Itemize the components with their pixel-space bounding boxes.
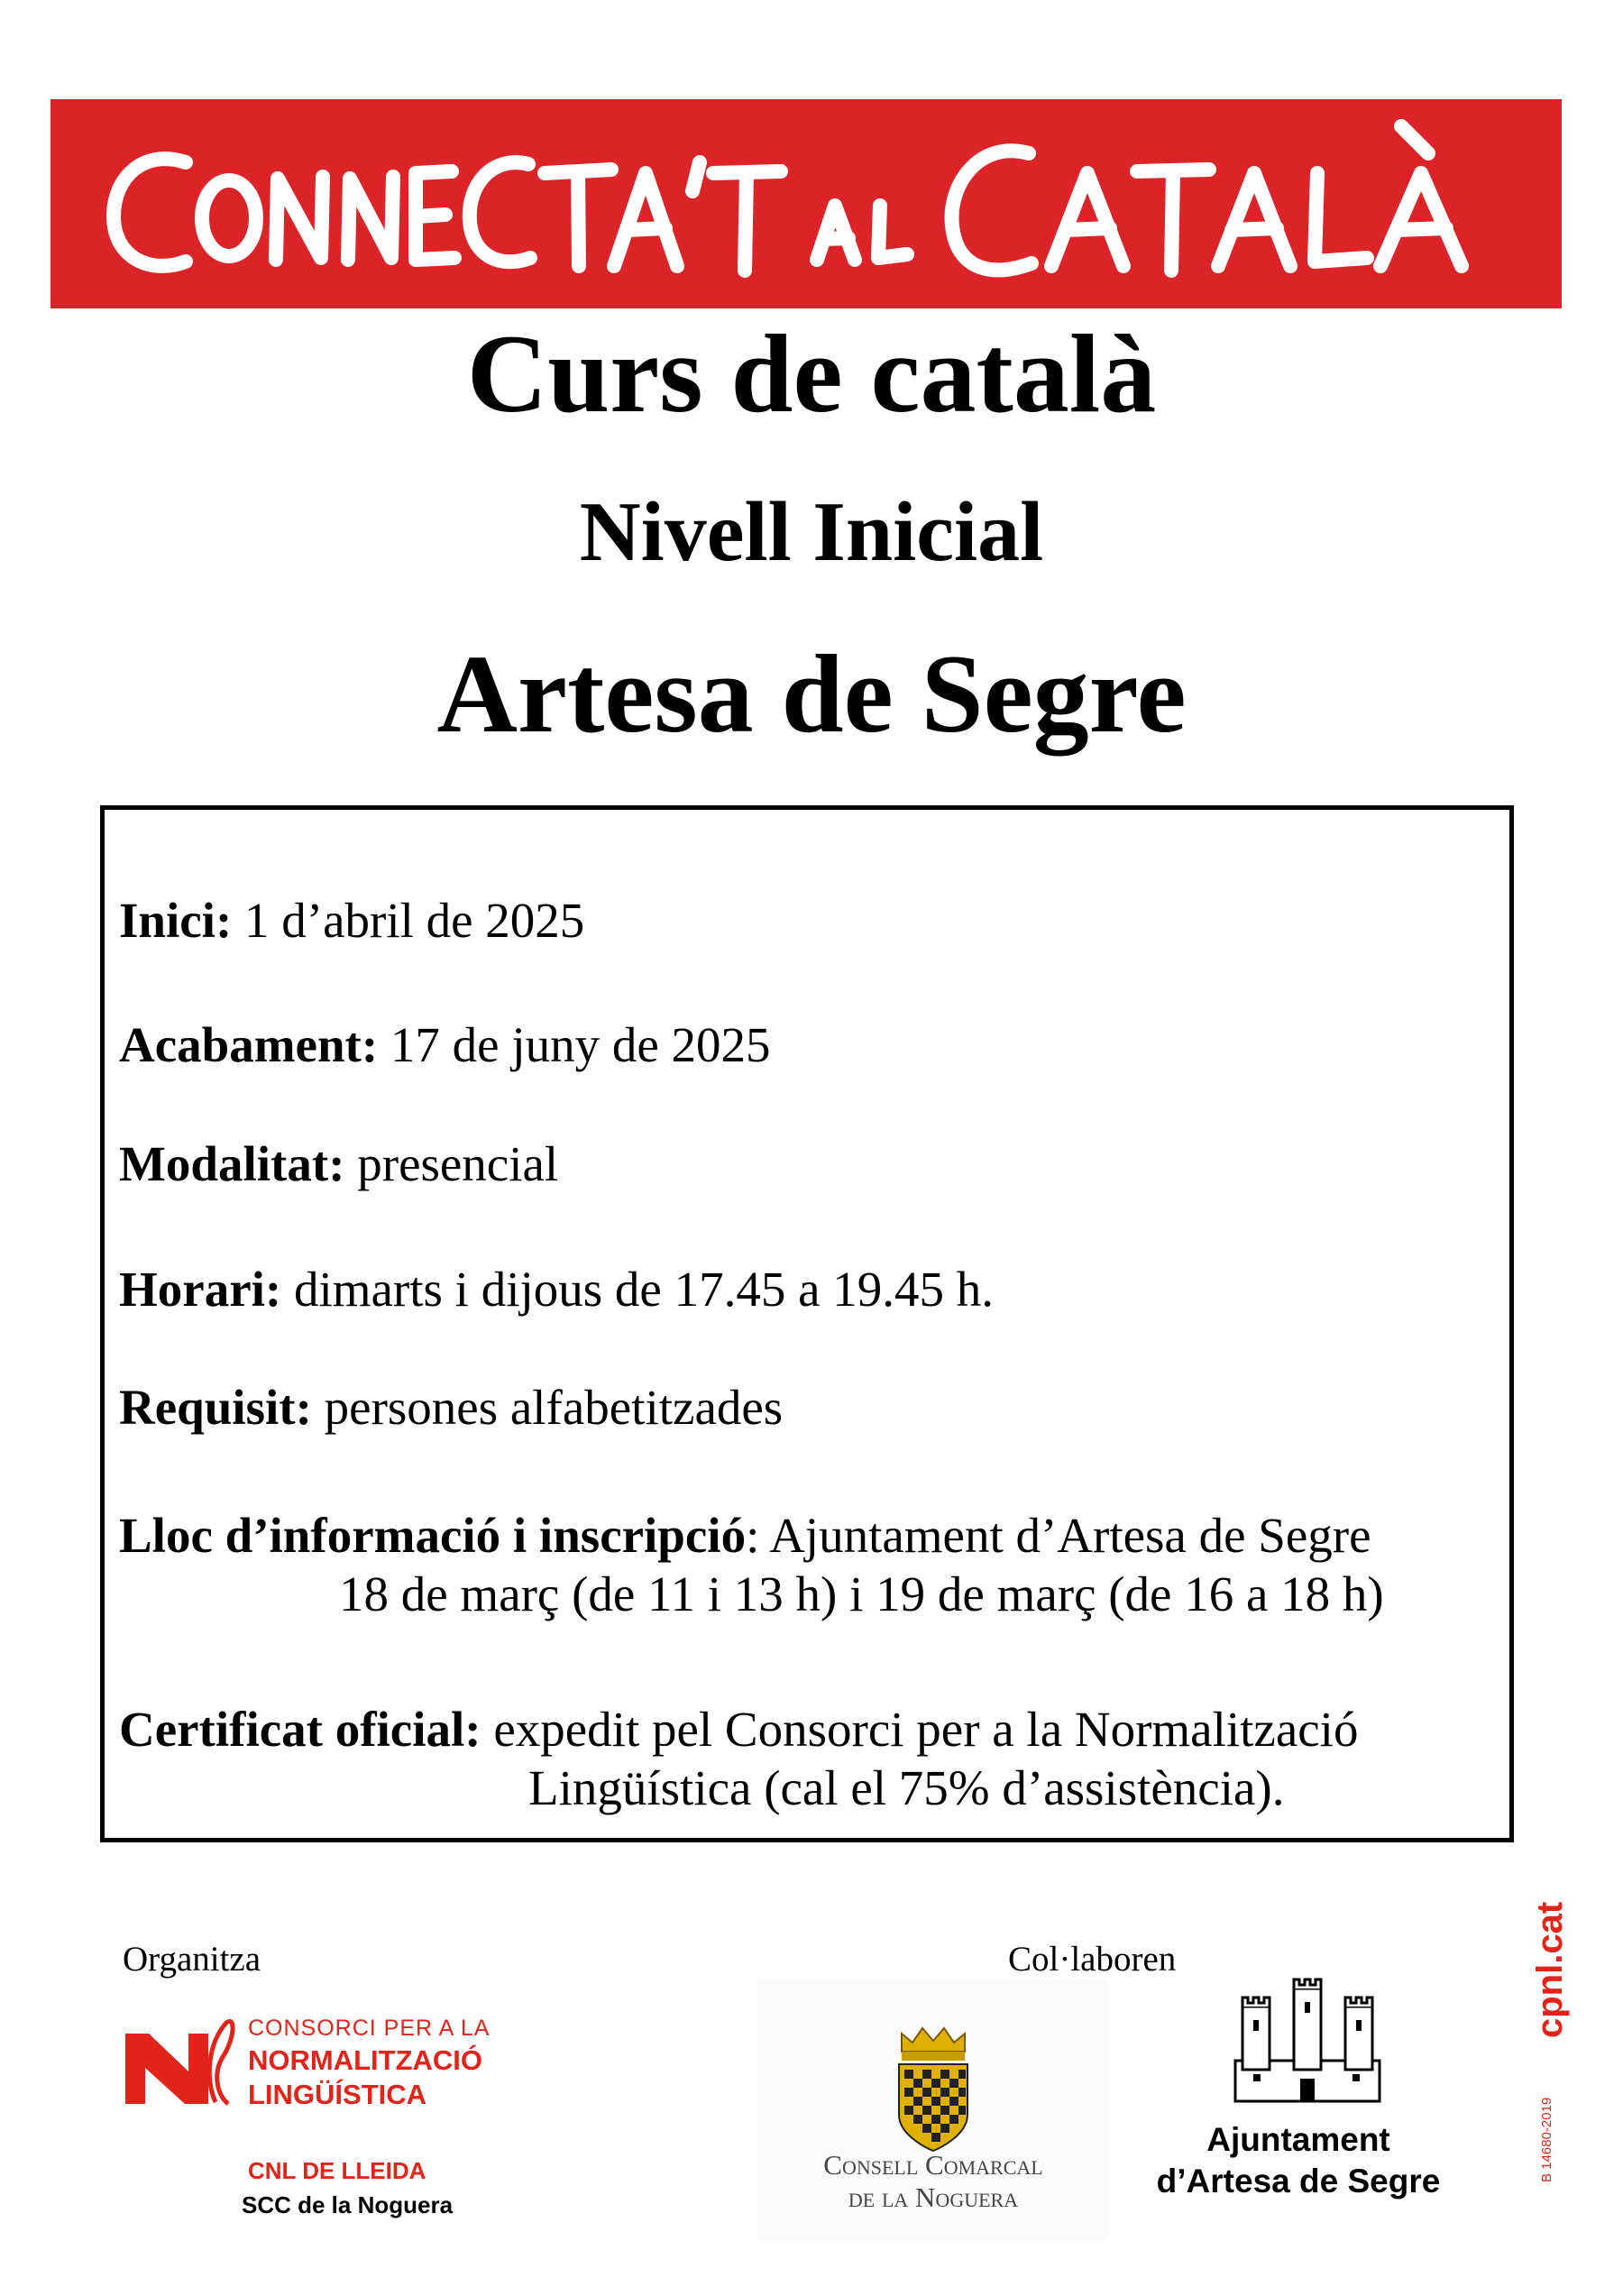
acabament-value: 17 de juny de 2025 bbox=[390, 1017, 771, 1072]
certificat-row bbox=[119, 1698, 1358, 1761]
organitza-label: Organitza bbox=[123, 1940, 261, 1979]
lloc-dates: 18 de març (de 11 i 13 h) i 19 de març (de 16 a 18 h) bbox=[339, 1566, 1384, 1621]
cpnl-line3: LINGÜÍSTICA bbox=[248, 2079, 427, 2110]
modalitat-value: presencial bbox=[357, 1136, 559, 1191]
certificat-value-cont: Lingüística (cal el 75% d’assistència). bbox=[528, 1760, 1285, 1815]
scc-noguera: SCC de la Noguera bbox=[242, 2191, 454, 2218]
cpnl-side-mark bbox=[1528, 1885, 1573, 2182]
certificat-label: Certificat oficial: bbox=[119, 1702, 481, 1757]
requisit-value: persones alfabetitzades bbox=[324, 1380, 784, 1435]
lloc-label: Lloc d’informació i inscripció bbox=[119, 1508, 747, 1563]
inici-value: 1 d’abril de 2025 bbox=[244, 893, 585, 948]
lloc-value: : Ajuntament d’Artesa de Segre bbox=[746, 1508, 1371, 1563]
ajuntament-line1: Ajuntament bbox=[1206, 2121, 1390, 2158]
modalitat-row bbox=[119, 1133, 558, 1196]
course-location: Artesa de Segre bbox=[436, 632, 1187, 756]
connectat-al-catala-logo bbox=[50, 99, 1562, 308]
course-title: Curs de català bbox=[466, 312, 1157, 436]
collaboren-label: Col·laboren bbox=[1008, 1940, 1177, 1979]
coat-of-arms-icon bbox=[888, 2016, 978, 2160]
lloc-row bbox=[119, 1504, 1371, 1567]
inici-label: Inici: bbox=[119, 893, 233, 948]
castle-icon bbox=[1217, 1975, 1398, 2110]
certificat-value: expedit pel Consorci per a la Normalització bbox=[493, 1702, 1359, 1757]
requisit-row bbox=[119, 1376, 783, 1439]
requisit-label: Requisit: bbox=[119, 1380, 312, 1435]
inici-row bbox=[119, 889, 584, 952]
modalitat-label: Modalitat: bbox=[119, 1136, 345, 1191]
connectat-banner bbox=[50, 99, 1562, 308]
cpnl-site: cpnl.cat bbox=[1530, 1901, 1570, 2038]
cpnl-mark-icon bbox=[122, 2016, 239, 2115]
cpnl-line1: CONSORCI PER A LA bbox=[248, 2016, 491, 2041]
cpnl-logo bbox=[122, 2016, 491, 2115]
consell-comarcal-logo bbox=[757, 1979, 1109, 2241]
acabament-label: Acabament: bbox=[119, 1017, 379, 1072]
horari-label: Horari: bbox=[119, 1262, 282, 1317]
horari-value: dimarts i dijous de 17.45 a 19.45 h. bbox=[293, 1262, 994, 1317]
consell-line1: Consell Comarcal bbox=[823, 2149, 1043, 2181]
course-info-box bbox=[100, 805, 1514, 1842]
ajuntament-logo bbox=[1118, 1975, 1479, 2227]
cpnl-code: B 14680-2019 bbox=[1539, 2097, 1554, 2182]
course-level: Nivell Inicial bbox=[579, 485, 1044, 579]
cnl-lleida: CNL DE LLEIDA bbox=[248, 2157, 426, 2184]
cpnl-line2: NORMALITZACIÓ bbox=[248, 2044, 483, 2076]
ajuntament-line2: d’Artesa de Segre bbox=[1156, 2163, 1441, 2200]
horari-row bbox=[119, 1258, 994, 1321]
consell-line2: de la Noguera bbox=[848, 2181, 1019, 2213]
acabament-row bbox=[119, 1014, 771, 1077]
